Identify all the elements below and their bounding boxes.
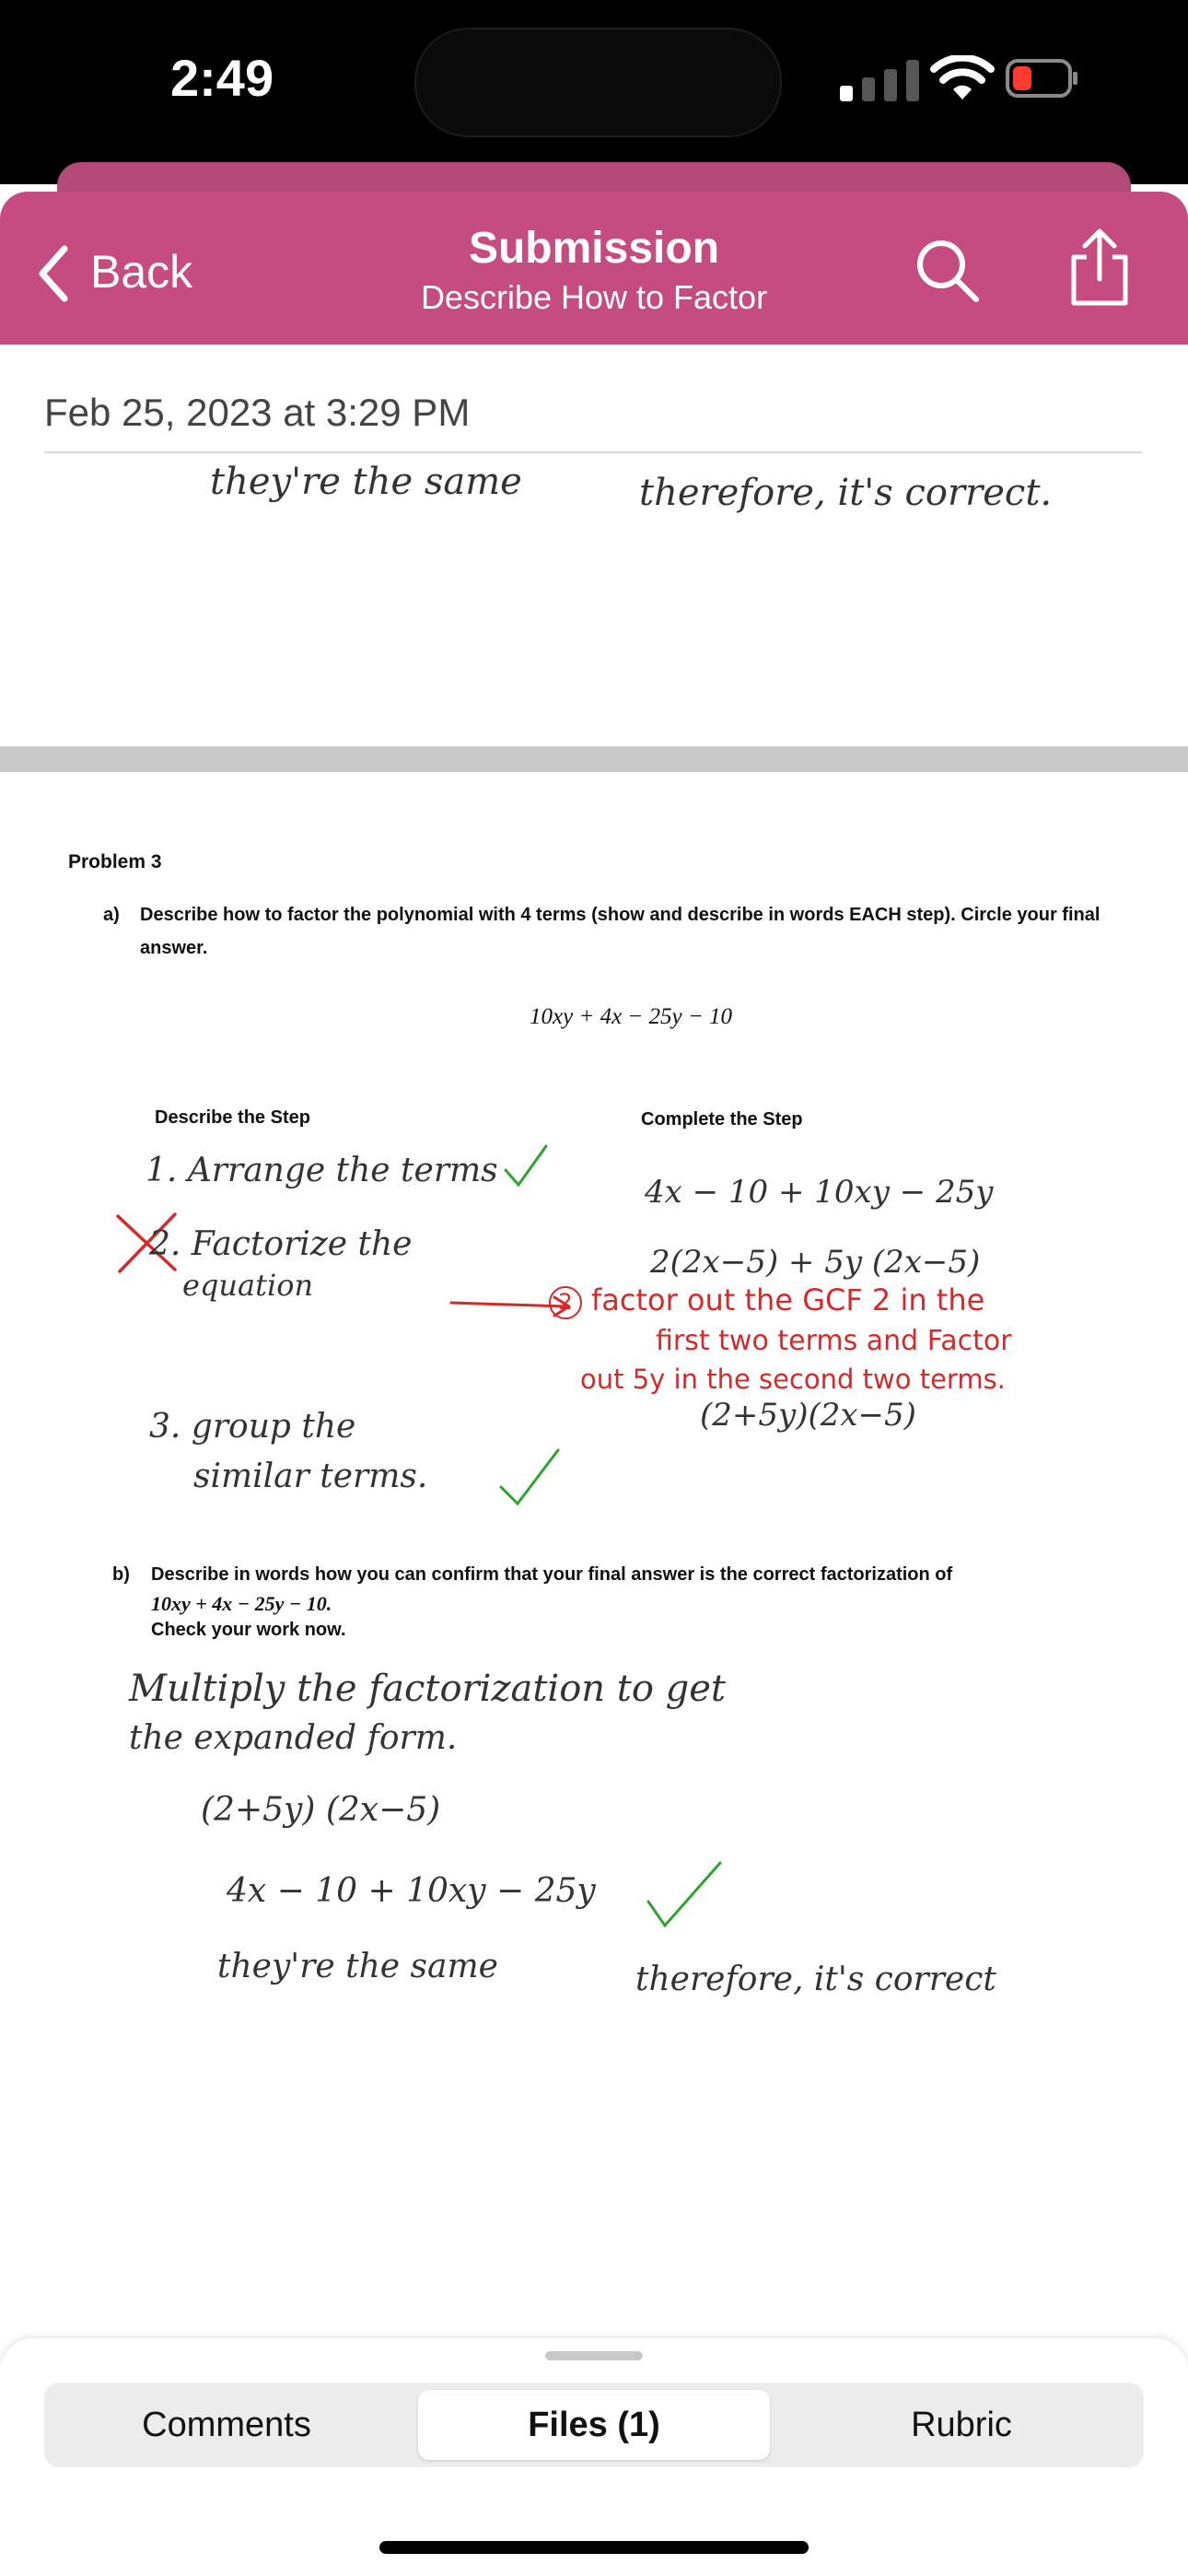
problem-heading: Problem 3 (68, 851, 162, 872)
share-icon[interactable] (1065, 226, 1135, 309)
column-header-describe: Describe the Step (155, 1107, 310, 1128)
home-indicator[interactable] (379, 2541, 809, 2554)
back-label: Back (90, 246, 193, 298)
page-separator (0, 746, 1188, 772)
answer-b-line-3: (2+5y) (2x−5) (201, 1791, 441, 1829)
wifi-icon (930, 55, 995, 101)
status-time: 2:49 (170, 49, 274, 107)
part-a-prompt-cont: answer. (140, 938, 208, 958)
handwritten-text: they're the same (210, 461, 522, 503)
checkmark-icon (497, 1446, 562, 1509)
work-line-2: 2(2x−5) + 5y (2x−5) (650, 1244, 981, 1281)
sheet-grabber[interactable] (545, 2351, 643, 2360)
work-line-3: (2+5y)(2x−5) (700, 1397, 916, 1434)
battery-icon (1006, 59, 1079, 98)
tab-files[interactable]: Files (1) (418, 2390, 770, 2460)
part-b-prompt: Describe in words how you can confirm that your final answer is the correct factorization of (151, 1564, 953, 1585)
answer-b-line-5: they're the same (217, 1948, 498, 1985)
back-button[interactable] (33, 241, 217, 306)
part-b-check: Check your work now. (151, 1620, 346, 1640)
teacher-comment: out 5y in the second two terms. (580, 1364, 1006, 1395)
part-b-label: b) (112, 1564, 130, 1585)
submission-date: Feb 25, 2023 at 3:29 PM (44, 391, 471, 434)
work-line-1: 4x − 10 + 10xy − 25y (645, 1174, 994, 1211)
tab-comments[interactable]: Comments (142, 2406, 311, 2444)
checkmark-icon (643, 1857, 726, 1931)
step-1-text: 1. Arrange the terms (146, 1152, 498, 1189)
tab-rubric[interactable]: Rubric (911, 2406, 1012, 2444)
answer-b-line-4: 4x − 10 + 10xy − 25y (227, 1872, 596, 1910)
step-2-text-cont: equation (182, 1268, 314, 1303)
page-title: Submission (468, 224, 720, 273)
handwritten-text: therefore, it's correct. (639, 472, 1053, 514)
search-icon[interactable] (912, 235, 982, 305)
teacher-comment: factor out the GCF 2 in the (591, 1282, 985, 1317)
step-2-text: 2. Factorize the (149, 1225, 413, 1263)
teacher-comment: first two terms and Factor (656, 1325, 1012, 1357)
column-header-complete: Complete the Step (641, 1109, 803, 1130)
step-3-text: 3. group the (149, 1408, 356, 1446)
part-a-prompt: Describe how to factor the polynomial with 4 terms (show and describe in words EACH step). Circle your final (140, 905, 1101, 925)
polynomial: 10xy + 4x − 25y − 10 (530, 1004, 732, 1029)
part-b-polynomial: 10xy + 4x − 25y − 10. (151, 1592, 332, 1615)
bottom-tab-bar (44, 2383, 1144, 2467)
answer-b-line-5-cont: therefore, it's correct (635, 1961, 996, 1998)
answer-b-line-2: the expanded form. (129, 1719, 458, 1757)
checkmark-icon (502, 1142, 550, 1188)
part-a-label: a) (103, 905, 120, 925)
teacher-note-number: 2 (549, 1286, 582, 1319)
step-3-text-cont: similar terms. (193, 1458, 428, 1495)
answer-b-line-1: Multiply the factorization to get (129, 1668, 727, 1710)
dynamic-island (414, 28, 782, 137)
submission-document[interactable] (0, 453, 1188, 2342)
page-subtitle: Describe How to Factor (420, 278, 768, 316)
chevron-left-icon (33, 241, 74, 306)
cellular-signal-icon (840, 60, 925, 101)
